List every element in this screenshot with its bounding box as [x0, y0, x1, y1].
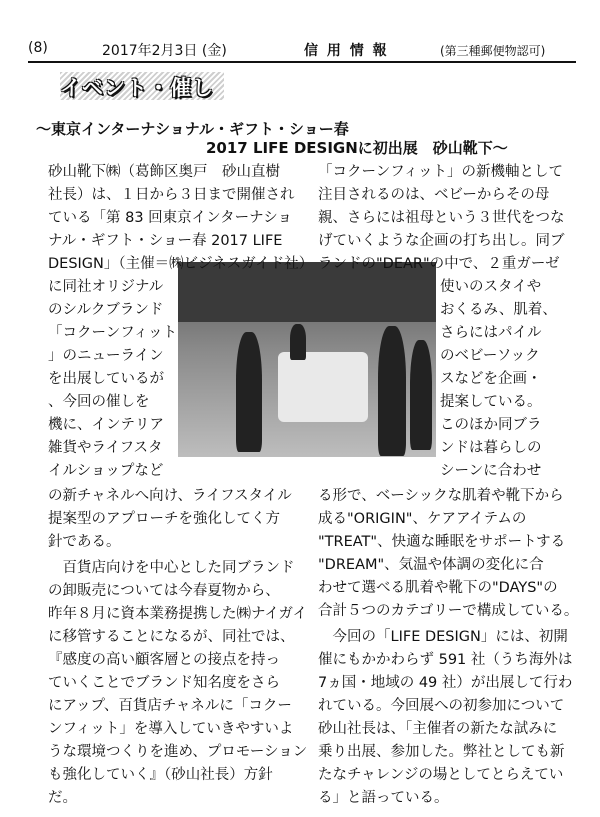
body-line: のシルクブランド: [48, 302, 164, 318]
body-line: 「コクーンフィット」の新機軸として: [318, 164, 564, 180]
body-line: 昨年８月に資本業務提携した㈱ナイガイ: [48, 606, 308, 622]
body-line: "DREAM"、気温や体調の変化に合: [318, 557, 544, 573]
section-label: イベント・催し: [60, 72, 224, 100]
paper-name: 信 用 情 報: [304, 43, 389, 59]
photo-person: [410, 340, 432, 450]
body-line: 、今回の催しを: [48, 394, 150, 410]
body-line: 今回の「LIFE DESIGN」には、初開: [318, 629, 568, 645]
photo-display-counter: [278, 352, 368, 422]
body-line: 「コクーンフィット: [48, 325, 178, 341]
page-header: [28, 40, 576, 62]
body-line: 百貨店向けを中心とした同ブランド: [48, 560, 295, 576]
body-line: げていくような企画の打ち出し。同ブ: [318, 233, 565, 249]
body-line: 提案している。: [440, 394, 542, 410]
body-line: の新チャネルへ向け、ライフスタイル: [48, 488, 292, 504]
body-line: ていくことでブランド知名度をさら: [48, 675, 280, 691]
headline-line2: 2017 LIFE DESIGNに初出展 砂山靴下～: [206, 139, 508, 157]
body-line: このほか同ブラ: [440, 417, 542, 433]
postal-note: (第三種郵便物認可): [440, 44, 546, 58]
body-line: 7ヵ国・地域の 49 社）が出展して行わ: [318, 675, 573, 691]
body-line: も強化していく』（砂山社長）方針: [48, 767, 273, 783]
body-line: れている。今回展への初参加について: [318, 698, 565, 714]
photo-person: [378, 326, 406, 456]
body-line: スなどを企画・: [440, 371, 542, 387]
event-photo: [178, 262, 436, 457]
body-line: シーンに合わせ: [440, 463, 542, 479]
body-line: ランドの"DEAR"の中で、２重ガーゼ: [318, 256, 560, 272]
body-line: 親、さらには祖母という３世代をつな: [318, 210, 565, 226]
body-line: 砂山靴下㈱（葛飾区奥戸 砂山直樹: [48, 164, 280, 180]
body-line: に移管することになるが、同社では、: [48, 629, 295, 645]
body-line: イルショップなど: [48, 463, 164, 479]
body-line: る形で、ベーシックな肌着や靴下から: [318, 488, 564, 504]
body-line: 針である。: [48, 534, 121, 550]
body-line: ンドは暮らしの: [440, 440, 542, 456]
body-line: る」と語っている。: [318, 790, 449, 806]
body-line: 乗り出展、参加した。弊社としても新: [318, 744, 565, 760]
headline-line1: ～東京インターナショナル・ギフト・ショー春: [36, 120, 349, 138]
header-rule: [28, 61, 576, 63]
photo-person: [236, 332, 262, 452]
body-line: 『感度の高い顧客層との接点を持っ: [48, 652, 280, 668]
body-line: ナル・ギフト・ショー春 2017 LIFE: [48, 233, 283, 249]
body-line: 社長）は、１日から３日まで開催され: [48, 187, 295, 203]
body-line: 機に、インテリア: [48, 417, 164, 433]
body-line: 注目されるのは、ベビーからその母: [318, 187, 550, 203]
body-line: 成る"ORIGIN"、ケアアイテムの: [318, 511, 527, 527]
body-line: 使いのスタイや: [440, 279, 542, 295]
body-line: "TREAT"、快適な睡眠をサポートする: [318, 534, 566, 550]
body-line: に同社オリジナル: [48, 279, 164, 295]
body-line: ている「第 83 回東京インターナショ: [48, 210, 293, 226]
body-line: 」のニューライン: [48, 348, 164, 364]
body-line: うな環境つくりを進め、プロモーション: [48, 744, 308, 760]
body-line: さらにはパイル: [440, 325, 542, 341]
body-line: 催にもかかわらず 591 社（うち海外は: [318, 652, 573, 668]
body-line: ンフィット」を導入していきやすいよ: [48, 721, 294, 737]
body-line: の卸販売については今春夏物から、: [48, 583, 280, 599]
body-line: おくるみ、肌着、: [440, 302, 557, 318]
body-line: 合計５つのカテゴリーで構成している。: [318, 603, 579, 619]
issue-date: 2017年2月3日 (金): [102, 43, 227, 59]
body-line: 雑貨やライフスタ: [48, 440, 163, 456]
body-line: DESIGN」（主催＝㈱ビジネスガイド社）: [48, 256, 314, 272]
photo-person: [290, 324, 306, 360]
body-line: を出展しているが: [48, 371, 164, 387]
body-line: だ。: [48, 790, 77, 806]
body-line: 提案型のアプローチを強化してく方: [48, 511, 280, 527]
body-line: にアップ、百貨店チャネルに「コクー: [48, 698, 292, 714]
body-line: のベビーソック: [440, 348, 540, 364]
body-line: 砂山社長は、「主催者の新たな試みに: [318, 721, 558, 737]
page-number: (8): [28, 40, 48, 56]
body-line: たなチャレンジの場としてとらえてい: [318, 767, 564, 783]
body-line: わせて選べる肌着や靴下の"DAYS"の: [318, 580, 558, 596]
